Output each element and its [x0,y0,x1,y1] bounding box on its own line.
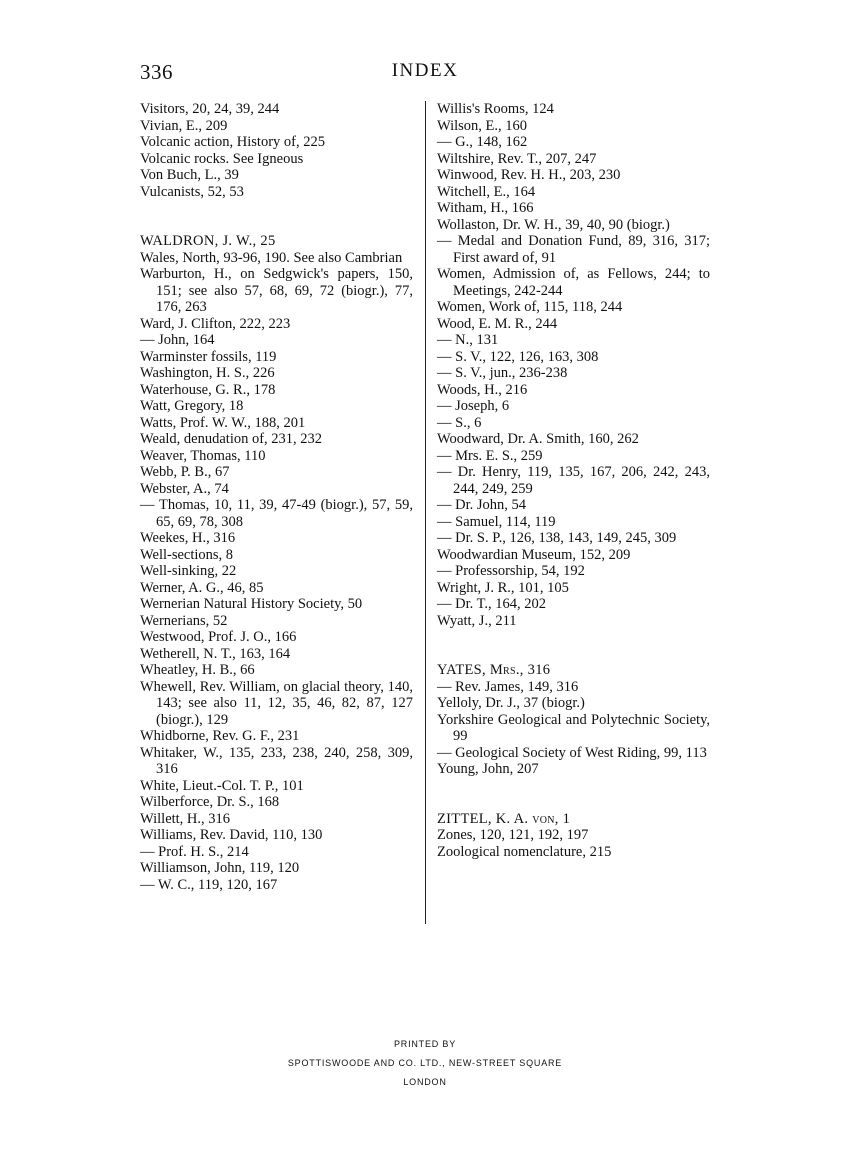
index-entry: Yorkshire Geological and Polytechnic Society, 99 [437,711,710,744]
section-gap [437,778,710,811]
column-divider [425,101,426,924]
index-entry: Williamson, John, 119, 120 [140,860,300,876]
index-entry: — Prof. H. S., 214 [140,843,249,860]
section-gap [437,629,710,662]
section-gap [140,200,413,233]
index-entry: Yelloly, Dr. J., 37 (biogr.) [437,695,585,711]
index-entry: Volcanic rocks. See Igneous [140,150,304,167]
index-entry: Vulcanists, 52, 53 [140,183,244,200]
index-entry: Willett, H., 316 [140,810,231,827]
index-entry: — Dr. S. P., 126, 138, 143, 149, 245, 309 [437,530,677,546]
index-entry: Webster, A., 74 [140,480,229,497]
index-entry: Weaver, Thomas, 110 [140,447,266,464]
printer-line-3: LONDON [403,1077,447,1087]
index-entry: Wyatt, J., 211 [437,612,517,629]
index-entry: Women, Work of, 115, 118, 244 [437,299,623,315]
printer-line-2: SPOTTISWOODE AND CO. LTD., NEW-STREET SQUARE [287,1058,563,1068]
index-entry: — Professorship, 54, 192 [437,563,585,579]
index-entry: Winwood, Rev. H. H., 203, 230 [437,167,621,183]
index-entry: — Dr. John, 54 [437,497,527,513]
index-entry: Well-sinking, 22 [140,563,237,579]
page-title: INDEX [391,60,459,81]
index-entry: — Dr. T., 164, 202 [437,596,547,612]
index-entry: — Samuel, 114, 119 [437,513,556,530]
index-entry: — S. V., jun., 236-238 [437,365,568,381]
printer-line-1: PRINTED BY [393,1039,456,1049]
index-entry: — Geological Society of West Riding, 99, 113 [437,744,707,761]
index-entry: Warburton, H., on Sedgwick's papers, 150, 151; see also 57, 68, 69, 72 (biogr.), 77, 176, 263 [140,266,413,315]
index-entry: Wollaston, Dr. W. H., 39, 40, 90 (biogr.) [437,216,670,233]
index-entry: Woodwardian Museum, 152, 209 [437,546,631,563]
index-entry: — Mrs. E. S., 259 [437,447,543,464]
index-entry: Well-sections, 8 [140,546,234,563]
index-entry: Williams, Rev. David, 110, 130 [140,827,323,843]
index-entry: ZITTEL, K. A. von, 1 [437,810,571,827]
index-entry: Weald, denudation of, 231, 232 [140,431,323,447]
index-entry: Werner, A. G., 46, 85 [140,579,264,596]
index-entry: Watts, Prof. W. W., 188, 201 [140,414,306,431]
index-entry: — Thomas, 10, 11, 39, 47-49 (biogr.), 57, 59, 65, 69, 78, 308 [140,497,413,530]
index-entry: Whidborne, Rev. G. F., 231 [140,728,300,744]
index-entry: Weekes, H., 316 [140,530,236,546]
index-entry: Wilson, E., 160 [437,117,528,134]
index-entry: Wales, North, 93-96, 190. See also Cambrian [140,249,403,266]
index-entry: Wiltshire, Rev. T., 207, 247 [437,150,597,167]
index-entry: Wetherell, N. T., 163, 164 [140,645,291,662]
index-entry: Waterhouse, G. R., 178 [140,381,276,398]
index-entry: — N., 131 [437,332,499,348]
index-entry: — John, 164 [140,332,215,348]
index-entry: — Joseph, 6 [437,398,510,414]
index-entry: Wernerians, 52 [140,612,228,629]
index-entry: Ward, J. Clifton, 222, 223 [140,315,291,332]
index-entry: Whewell, Rev. William, on glacial theory, 140, 143; see also 11, 12, 35, 46, 82, 87, 127 (biogr.), 129 [140,678,413,728]
index-entry: Vivian, E., 209 [140,117,228,134]
index-entry: Wilberforce, Dr. S., 168 [140,794,280,810]
index-entry: — Dr. Henry, 119, 135, 167, 206, 242, 243, 244, 249, 259 [437,464,710,497]
index-entry: Volcanic action, History of, 225 [140,134,325,150]
index-entry: Wright, J. R., 101, 105 [437,579,569,596]
index-entry: Washington, H. S., 226 [140,365,275,381]
index-entry: Von Buch, L., 39 [140,167,239,183]
index-entry: White, Lieut.-Col. T. P., 101 [140,777,304,794]
index-entry: Witchell, E., 164 [437,183,536,200]
index-entry: Zoological nomenclature, 215 [437,843,612,860]
index-entry: — S. V., 122, 126, 163, 308 [437,348,599,365]
index-entry: Visitors, 20, 24, 39, 244 [140,101,280,117]
index-entry: Woods, H., 216 [437,381,528,398]
index-entry: — Medal and Donation Fund, 89, 316, 317; First award of, 91 [437,233,710,266]
index-entry: — Rev. James, 149, 316 [437,678,579,695]
index-entry: Westwood, Prof. J. O., 166 [140,629,297,645]
index-entry: Women, Admission of, as Fellows, 244; to Meetings, 242-244 [437,266,710,299]
index-entry: — W. C., 119, 120, 167 [140,876,278,893]
index-entry: YATES, Mrs., 316 [437,662,551,678]
index-entry: — S., 6 [437,414,482,431]
index-entry: Wernerian Natural History Society, 50 [140,596,363,612]
index-entry: Wood, E. M. R., 244 [437,315,558,332]
page-number: 336 [140,60,173,84]
index-left-column [140,101,413,893]
index-entry: Webb, P. B., 67 [140,464,230,480]
index-entry: Wheatley, H. B., 66 [140,662,255,678]
index-entry: WALDRON, J. W., 25 [140,233,276,249]
index-entry: Watt, Gregory, 18 [140,398,244,414]
index-entry: Young, John, 207 [437,761,539,777]
index-entry: Zones, 120, 121, 192, 197 [437,827,589,843]
index-entry: Woodward, Dr. A. Smith, 160, 262 [437,431,639,447]
index-entry: Willis's Rooms, 124 [437,101,554,117]
index-entry: Witham, H., 166 [437,200,534,216]
index-right-column [437,101,710,860]
index-entry: — G., 148, 162 [437,134,528,150]
index-entry: Warminster fossils, 119 [140,348,277,365]
index-entry: Whitaker, W., 135, 233, 238, 240, 258, 309, 316 [140,744,413,777]
